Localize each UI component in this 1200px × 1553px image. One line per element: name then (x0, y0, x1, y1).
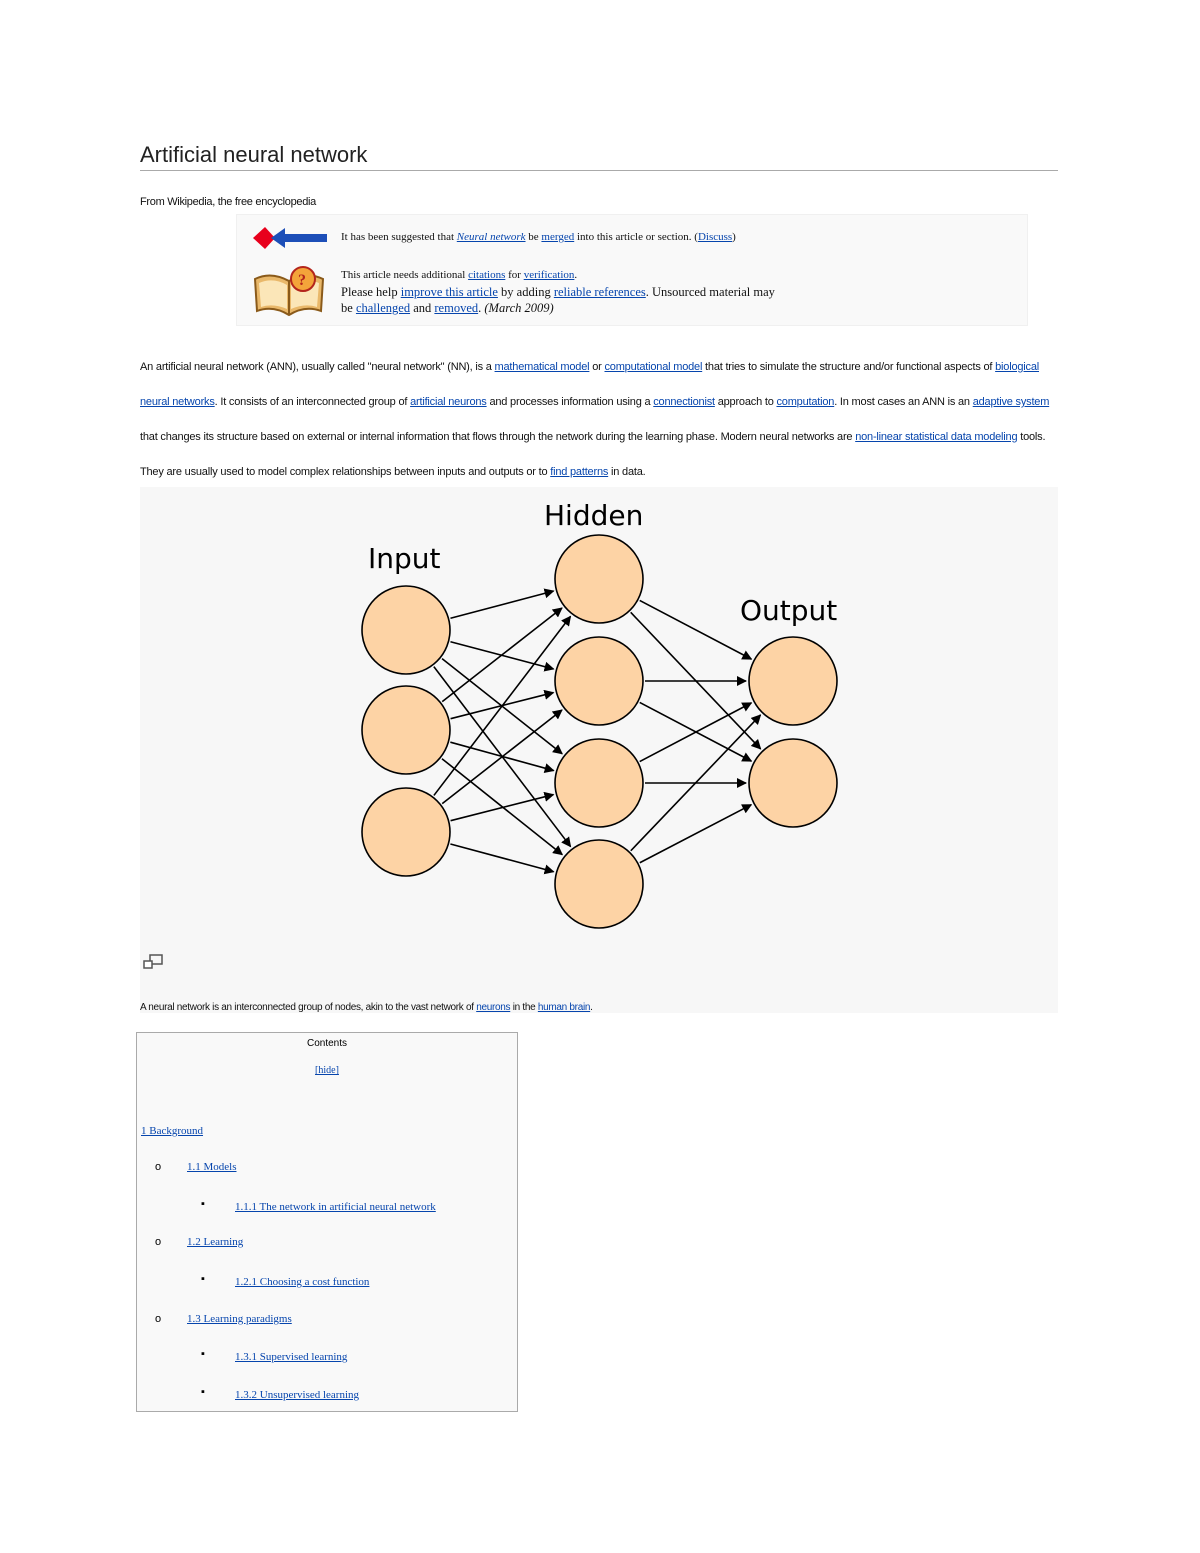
toc-item[interactable]: 1.1 Models (187, 1161, 237, 1173)
reliable-references-link[interactable]: reliable references (553, 284, 646, 299)
neural-network-diagram (140, 487, 1058, 957)
connection-arrow (450, 844, 553, 872)
connection-arrow (640, 805, 752, 863)
removed-link[interactable]: removed (434, 301, 479, 315)
connection-arrow (442, 759, 562, 855)
adaptive-system-link[interactable]: adaptive system (972, 396, 1050, 408)
improve-article-link[interactable]: improve this article (400, 284, 498, 299)
mathematical-model-link[interactable]: mathematical model (494, 361, 590, 373)
merge-arrow-icon (251, 223, 329, 253)
input-node (362, 586, 450, 674)
challenged-link[interactable]: challenged (355, 301, 411, 315)
hidden-node (555, 840, 643, 928)
connection-arrow (450, 591, 553, 618)
square-bullet-icon: ▪ (201, 1273, 205, 1285)
merge-notice-text: It has been suggested that Neural network be merged into this article or section. (Discuss) (341, 231, 736, 243)
svg-text:?: ? (298, 272, 306, 289)
toc-item[interactable]: 1 Background (141, 1125, 204, 1137)
square-bullet-icon: ▪ (201, 1386, 205, 1398)
connectionist-link[interactable]: connectionist (653, 396, 715, 408)
toc-hide-toggle[interactable]: [hide] (315, 1065, 339, 1076)
toc-item[interactable]: 1.2 Learning (187, 1236, 244, 1248)
toc-item[interactable]: 1.1.1 The network in artificial neural network (235, 1201, 436, 1213)
discuss-link[interactable]: Discuss (697, 231, 733, 243)
neural-network-link[interactable]: Neural network (456, 231, 526, 243)
output-layer-label: Output (740, 594, 838, 627)
intro-paragraph: An artificial neural network (ANN), usually called "neural network" (NN), is a mathematical model or computational model that tries to simulate the structure and/or functional aspects of biological neural networks. It consists of an interconnected group of artificial neurons and processes information using a connectionist approach to computation. In most cases an ANN is an adaptive system that changes its structure based on external or internal information that flows through the network during the learning phase. Modern neural networks are non-linear statistical data modeling tools. They are usually used to model complex relationships between inputs and outputs or to find patterns in data. (140, 361, 1050, 478)
enlarge-icon[interactable] (142, 953, 164, 971)
hidden-layer-label: Hidden (544, 499, 644, 532)
output-node (749, 637, 837, 725)
input-node (362, 788, 450, 876)
notice-date: (March 2009) (481, 301, 554, 315)
notice-box (236, 214, 1028, 326)
toc-item[interactable]: 1.2.1 Choosing a cost function (235, 1276, 370, 1288)
hidden-node (555, 637, 643, 725)
hollow-bullet-icon: o (155, 1161, 162, 1173)
output-node (749, 739, 837, 827)
input-node (362, 686, 450, 774)
page-title: Artificial neural network (140, 142, 1058, 171)
square-bullet-icon: ▪ (201, 1348, 205, 1360)
human-brain-link[interactable]: human brain (537, 1002, 591, 1013)
hollow-bullet-icon: o (155, 1313, 162, 1325)
hidden-node (555, 535, 643, 623)
toc-item[interactable]: 1.3.2 Unsupervised learning (235, 1389, 360, 1401)
cleanup-notice-text: This article needs additional citations for verification. Please help improve this article by adding reliable references. Unsourced material may be challenged and removed. (March 2009) (341, 269, 775, 315)
page-subtitle: From Wikipedia, the free encyclopedia (140, 196, 316, 208)
toc-title: Contents (306, 1038, 348, 1049)
hollow-bullet-icon: o (155, 1236, 162, 1248)
nonlinear-statistical-modeling-link[interactable]: non-linear statistical data modeling (855, 431, 1018, 443)
computation-link[interactable]: computation (776, 396, 835, 408)
toc-item[interactable]: 1.3 Learning paradigms (187, 1313, 292, 1325)
computational-model-link[interactable]: computational model (604, 361, 703, 373)
citations-link[interactable]: citations (468, 269, 506, 281)
figure-caption: A neural network is an interconnected group of nodes, akin to the vast network of neurons in the human brain. (140, 1002, 593, 1013)
verification-link[interactable]: verification (523, 269, 575, 281)
connection-arrow (442, 608, 562, 702)
figure-neural-network (140, 487, 1058, 1013)
connection-arrow (442, 710, 562, 804)
input-layer-label: Input (368, 542, 441, 575)
neurons-link[interactable]: neurons (476, 1002, 511, 1013)
hidden-node (555, 739, 643, 827)
connection-arrow (640, 600, 752, 659)
connection-arrow (451, 795, 554, 821)
book-question-icon (251, 261, 327, 319)
artificial-neurons-link[interactable]: artificial neurons (410, 396, 487, 408)
toc-item[interactable]: 1.3.1 Supervised learning (235, 1351, 348, 1363)
find-patterns-link[interactable]: find patterns (550, 466, 609, 478)
biological-neural-networks-link[interactable]: biological neural networks (140, 361, 1039, 408)
table-of-contents (136, 1032, 518, 1412)
square-bullet-icon: ▪ (201, 1198, 205, 1210)
merged-link[interactable]: merged (541, 231, 575, 243)
